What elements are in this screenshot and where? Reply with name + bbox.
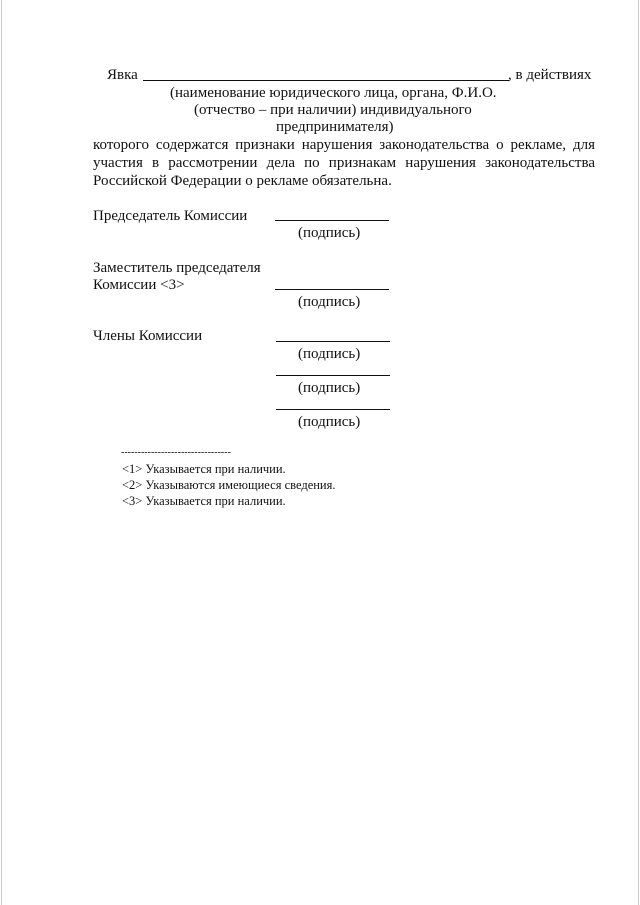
- footnote-separator: ---------------------------------: [121, 447, 231, 458]
- member-3-signature-caption: (подпись): [298, 414, 361, 430]
- footnote-2: <2> Указываются имеющиеся сведения.: [122, 478, 336, 492]
- appearance-blank-line: [143, 80, 509, 81]
- member-3-signature-line: [276, 409, 390, 410]
- deputy-label-line-1: Заместитель председателя: [93, 260, 261, 276]
- footnote-3: <3> Указывается при наличии.: [122, 494, 286, 508]
- members-label: Члены Комиссии: [93, 328, 203, 344]
- page-edge-left: [1, 0, 2, 905]
- footnote-1: <1> Указывается при наличии.: [122, 462, 286, 476]
- chairman-signature-line: [275, 220, 389, 221]
- chairman-label: Председатель Комиссии: [93, 208, 248, 224]
- deputy-signature-caption: (подпись): [298, 294, 361, 310]
- caption-line-1: (наименование юридического лица, органа, Ф.И.О.: [170, 85, 497, 101]
- appearance-suffix: , в действиях: [508, 67, 592, 83]
- body-line-3: Российской Федерации о рекламе обязательна.: [93, 173, 392, 189]
- appearance-label: Явка: [107, 67, 138, 83]
- body-line-2: участия в рассмотрении дела по признакам нарушения законодательства: [93, 155, 595, 171]
- chairman-signature-caption: (подпись): [298, 225, 361, 241]
- caption-line-3: предпринимателя): [276, 119, 394, 135]
- member-2-signature-caption: (подпись): [298, 380, 361, 396]
- page-edge-right: [638, 0, 639, 905]
- body-line-1: которого содержатся признаки нарушения законодательства о рекламе, для: [93, 137, 595, 153]
- deputy-label-line-2: Комиссии <3>: [93, 277, 185, 293]
- member-2-signature-line: [276, 375, 390, 376]
- caption-line-2: (отчество – при наличии) индивидуального: [194, 102, 472, 118]
- member-1-signature-line: [276, 341, 390, 342]
- deputy-signature-line: [275, 289, 389, 290]
- member-1-signature-caption: (подпись): [298, 346, 361, 362]
